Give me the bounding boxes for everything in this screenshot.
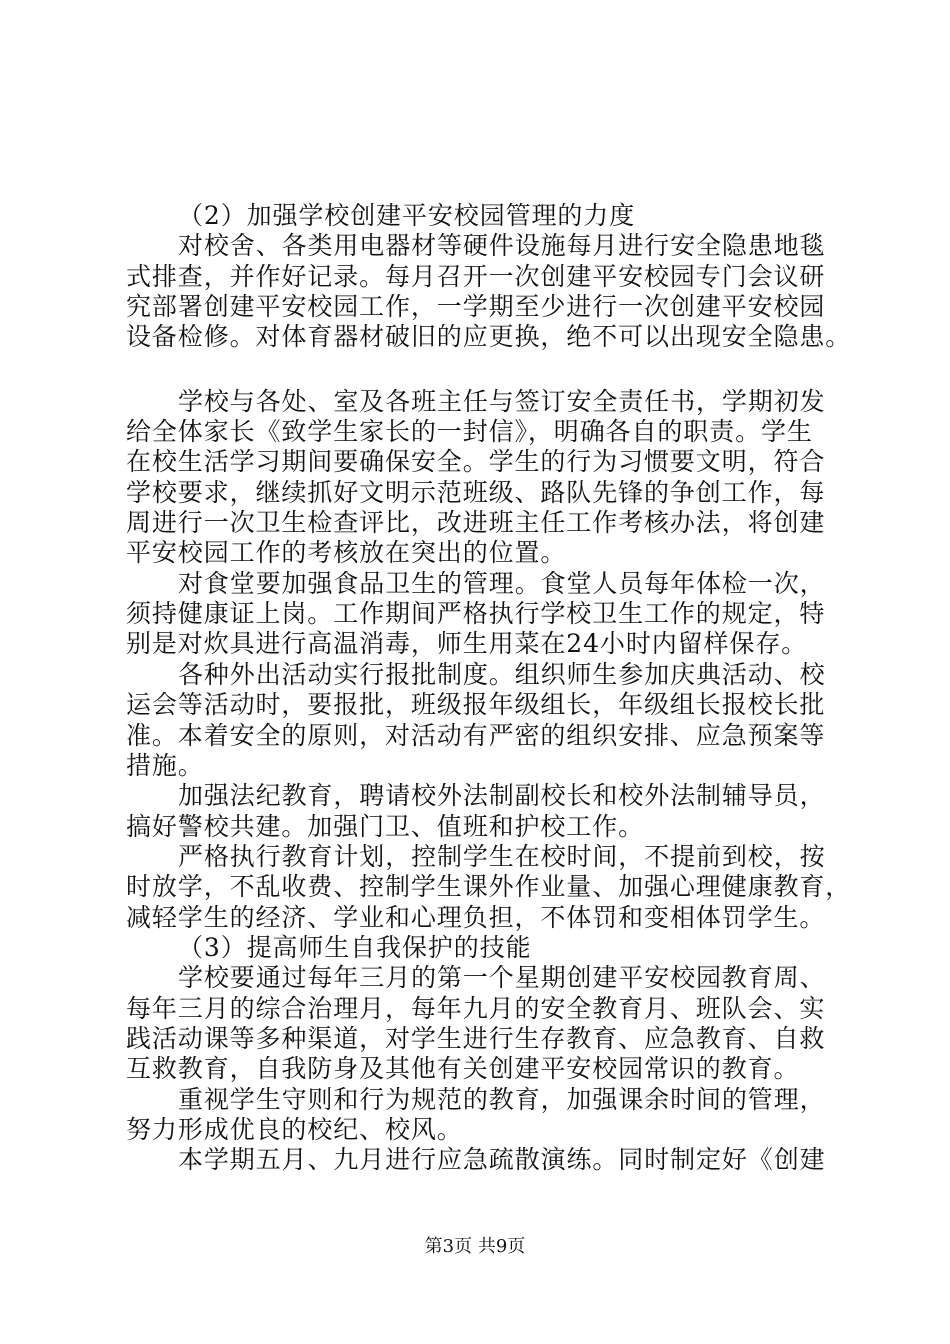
paragraph-line: 严格执行教育计划，控制学生在校时间，不提前到校，按 bbox=[178, 841, 826, 871]
paragraph-line: 设备检修。对体育器材破旧的应更换，绝不可以出现安全隐患。 bbox=[126, 322, 852, 352]
paragraph-line: 本学期五月、九月进行应急疏散演练。同时制定好《创建 bbox=[178, 1145, 826, 1175]
paragraph bbox=[126, 781, 838, 842]
paragraph-line: 学校要求，继续抓好文明示范班级、路队先锋的争创工作，每 bbox=[126, 477, 826, 507]
paragraph-line: 运会等活动时，要报批，班级报年级组长，年级组长报校长批 bbox=[126, 690, 826, 720]
paragraph bbox=[126, 387, 838, 569]
paragraph-line: 给全体家长《致学生家长的一封信》，明确各自的职责。学生 bbox=[126, 417, 813, 447]
paragraph-line: 每年三月的综合治理月，每年九月的安全教育月、班队会、实 bbox=[126, 993, 826, 1023]
paragraph-line: 式排查，并作好记录。每月召开一次创建平安校园专门会议研 bbox=[126, 261, 826, 291]
paragraph bbox=[126, 963, 838, 1084]
paragraph-spacer bbox=[126, 353, 838, 387]
paragraph-line: 互救教育，自我防身及其他有关创建平安校园常识的教育。 bbox=[126, 1054, 800, 1084]
paragraph bbox=[126, 1145, 838, 1175]
paragraph-line: 重视学生守则和行为规范的教育，加强课余时间的管理， bbox=[178, 1084, 826, 1114]
paragraph-line: 搞好警校共建。加强门卫、值班和护校工作。 bbox=[126, 811, 645, 841]
paragraph-line: 践活动课等多种渠道，对学生进行生存教育、应急教育、自救 bbox=[126, 1023, 826, 1053]
paragraph bbox=[126, 660, 838, 781]
paragraph-line: 别是对炊具进行高温消毒，师生用菜在24小时内留样保存。 bbox=[126, 629, 808, 659]
paragraph-line: 对食堂要加强食品卫生的管理。食堂人员每年体检一次， bbox=[178, 568, 826, 598]
paragraph bbox=[126, 1085, 838, 1146]
document-body bbox=[126, 201, 852, 1176]
paragraph-line: 对校舍、各类用电器材等硬件设施每月进行安全隐患地毯 bbox=[178, 231, 826, 261]
paragraph bbox=[126, 841, 852, 933]
paragraph bbox=[126, 569, 838, 660]
paragraph-line: 努力形成优良的校纪、校风。 bbox=[126, 1114, 463, 1144]
paragraph-line: 平安校园工作的考核放在突出的位置。 bbox=[126, 538, 567, 568]
paragraph-line: 学校与各处、室及各班主任与签订安全责任书，学期初发 bbox=[178, 386, 826, 416]
paragraph-line: 加强法纪教育，聘请校外法制副校长和校外法制辅导员， bbox=[178, 781, 826, 811]
paragraph-line: 措施。 bbox=[126, 750, 204, 780]
paragraph-line: 须持健康证上岗。工作期间严格执行学校卫生工作的规定，特 bbox=[126, 599, 826, 629]
paragraph-line: 究部署创建平安校园工作，一学期至少进行一次创建平安校园 bbox=[126, 292, 826, 322]
paragraph-line: 学校要通过每年三月的第一个星期创建平安校园教育周、 bbox=[178, 963, 826, 993]
section-heading-2: （2）加强学校创建平安校园管理的力度 bbox=[178, 201, 636, 230]
paragraph-line: 周进行一次卫生检查评比，改进班主任工作考核办法，将创建 bbox=[126, 508, 826, 538]
paragraph bbox=[126, 231, 852, 352]
paragraph-line: 准。本着安全的原则，对活动有严密的组织安排、应急预案等 bbox=[126, 720, 826, 750]
page-number-footer: 第3页 共9页 bbox=[424, 1236, 526, 1257]
section-heading-3: （3）提高师生自我保护的技能 bbox=[178, 932, 532, 962]
paragraph-line: 各种外出活动实行报批制度。组织师生参加庆典活动、校 bbox=[178, 659, 826, 689]
paragraph-line: 减轻学生的经济、学业和心理负担，不体罚和变相体罚学生。 bbox=[126, 902, 826, 932]
paragraph-line: 在校生活学习期间要确保安全。学生的行为习惯要文明，符合 bbox=[126, 447, 826, 477]
paragraph-line: 时放学，不乱收费、控制学生课外作业量、加强心理健康教育， bbox=[126, 872, 852, 902]
